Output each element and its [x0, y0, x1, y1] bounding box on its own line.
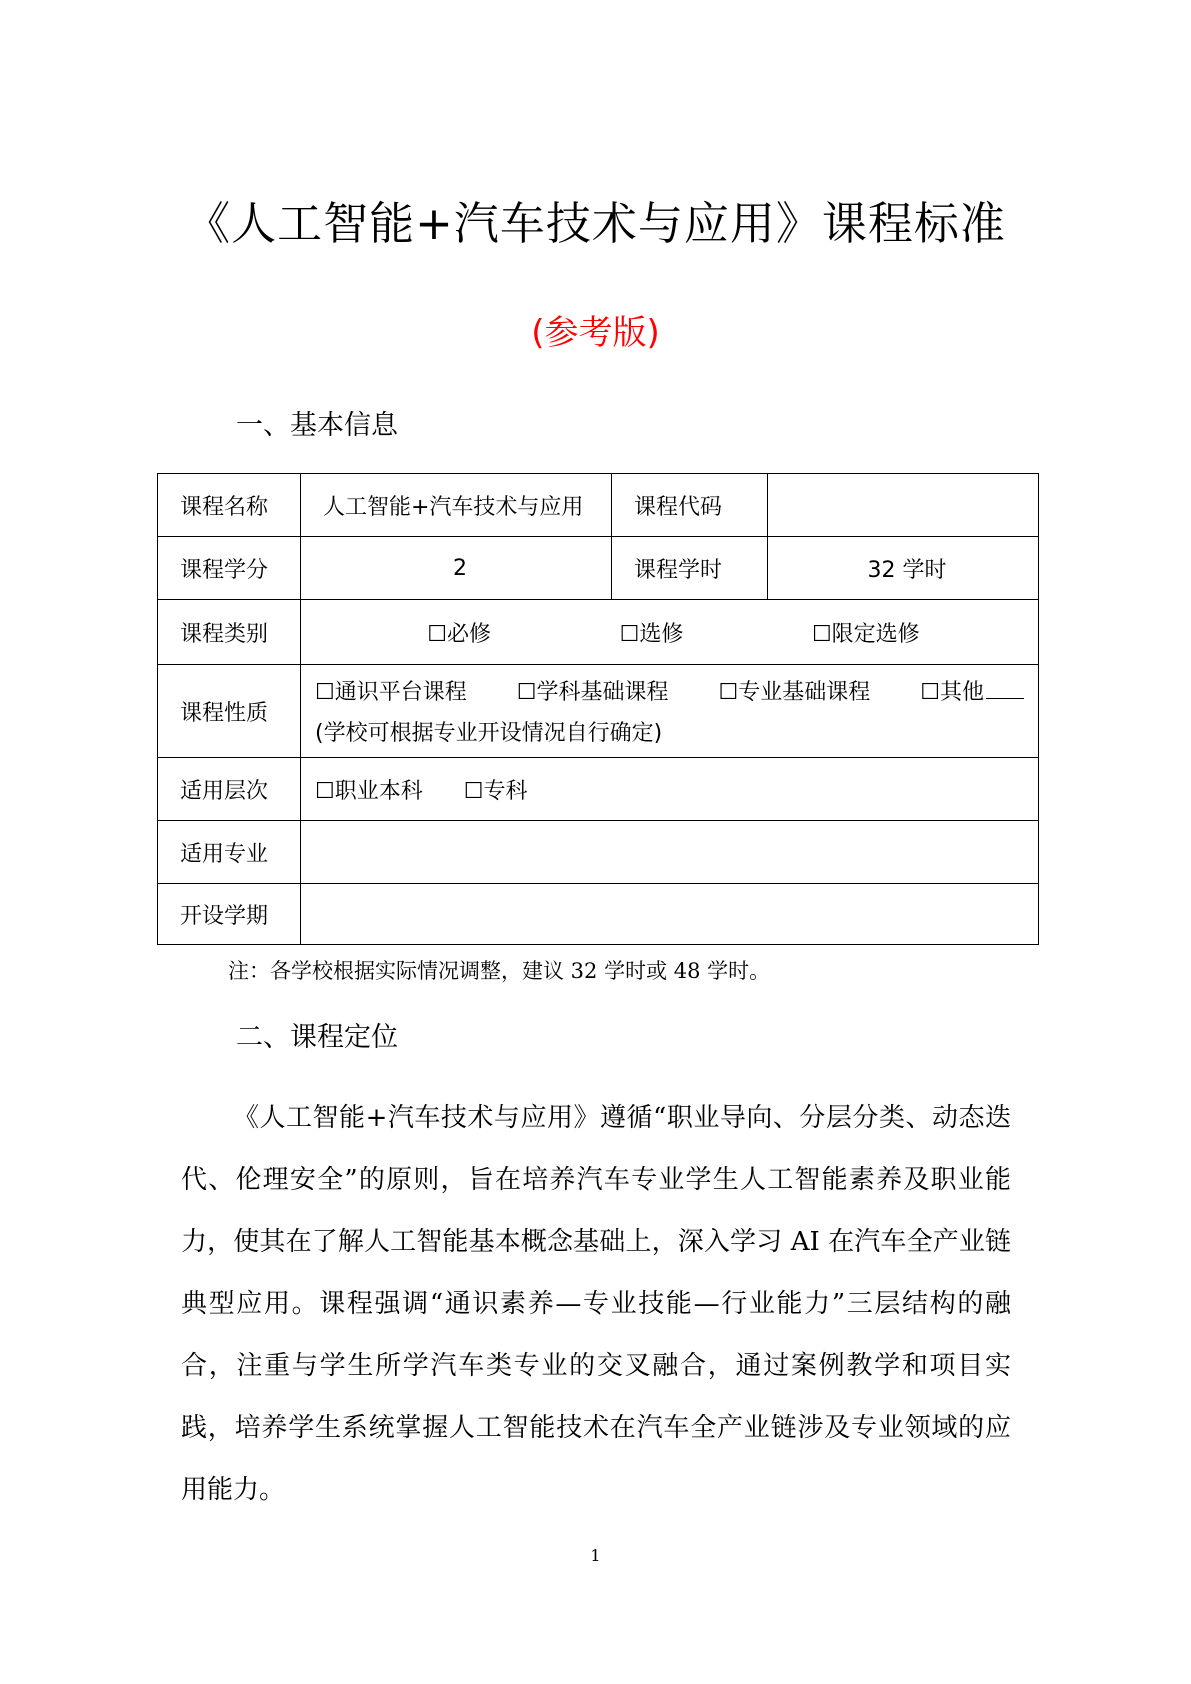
hours-label: 课程学时: [612, 537, 768, 600]
level-option-associate[interactable]: ☐专科: [463, 778, 528, 804]
document-title: 《人工智能+汽车技术与应用》课程标准: [185, 197, 1006, 250]
credits-label: 课程学分: [158, 537, 301, 600]
fill-in-blank[interactable]: [986, 678, 1024, 699]
document-subtitle: (参考版): [531, 313, 660, 353]
credits-value: 2: [301, 537, 612, 600]
table-row-semester: [158, 884, 1039, 945]
course-code-value: [768, 474, 1039, 537]
nature-options: [301, 665, 1039, 758]
level-options: [301, 758, 1039, 821]
table-row-level: [158, 758, 1039, 821]
nature-option-discipline-basic[interactable]: ☐学科基础课程: [516, 680, 669, 705]
table-row-major: [158, 821, 1039, 884]
nature-option-professional-basic[interactable]: ☐专业基础课程: [718, 680, 871, 705]
course-code-label: 课程代码: [612, 474, 768, 537]
nature-option-general[interactable]: ☐通识平台课程: [315, 680, 467, 705]
hours-value: 32 学时: [768, 537, 1039, 600]
section-heading-basic-info: 一、基本信息: [236, 410, 398, 441]
nature-option-other[interactable]: ☐其他: [920, 680, 984, 705]
table-row-credits: [158, 537, 1039, 600]
semester-value: [301, 884, 1039, 945]
level-option-bachelor[interactable]: ☐职业本科: [315, 778, 423, 804]
table-row-nature: [158, 665, 1039, 758]
table-note: 注：各学校根据实际情况调整，建议 32 学时或 48 学时。: [228, 959, 771, 983]
section-heading-course-positioning: 二、课程定位: [236, 1022, 398, 1053]
semester-label: 开设学期: [158, 884, 301, 945]
nature-note: (学校可根据专业开设情况自行确定): [315, 721, 663, 746]
major-value: [301, 821, 1039, 884]
nature-option-other-wrap: [920, 675, 1024, 706]
nature-label: 课程性质: [158, 665, 301, 758]
course-name-label: 课程名称: [158, 474, 301, 537]
major-label: 适用专业: [158, 821, 301, 884]
course-name-value: 人工智能+汽车技术与应用: [301, 474, 612, 537]
course-positioning-paragraph: 《人工智能+汽车技术与应用》遵循“职业导向、分层分类、动态迭代、伦理安全”的原则，旨在培养汽车专业学生人工智能素养及职业能力，使其在了解人工智能基本概念基础上，深入学习 AI 在汽车全产业链典型应用。课程强调“通识素养—专业技能—行业能力”三层结构的融合，注重与学生所学汽车类专业的交叉融合，通过案例教学和项目实践，培养学生系统掌握人工智能技术在汽车全产业链涉及专业领域的应用能力。: [181, 1103, 1011, 1505]
category-option-elective[interactable]: ☐选修: [619, 621, 684, 647]
category-option-required[interactable]: ☐必修: [427, 621, 492, 647]
category-option-restricted-elective[interactable]: ☐限定选修: [811, 621, 920, 647]
category-options: [301, 600, 1039, 665]
page-number: 1: [590, 1546, 601, 1565]
category-label: 课程类别: [158, 600, 301, 665]
table-row-course-name: [158, 474, 1039, 537]
level-label: 适用层次: [158, 758, 301, 821]
basic-info-table: [157, 473, 1039, 945]
table-row-category: [158, 600, 1039, 665]
